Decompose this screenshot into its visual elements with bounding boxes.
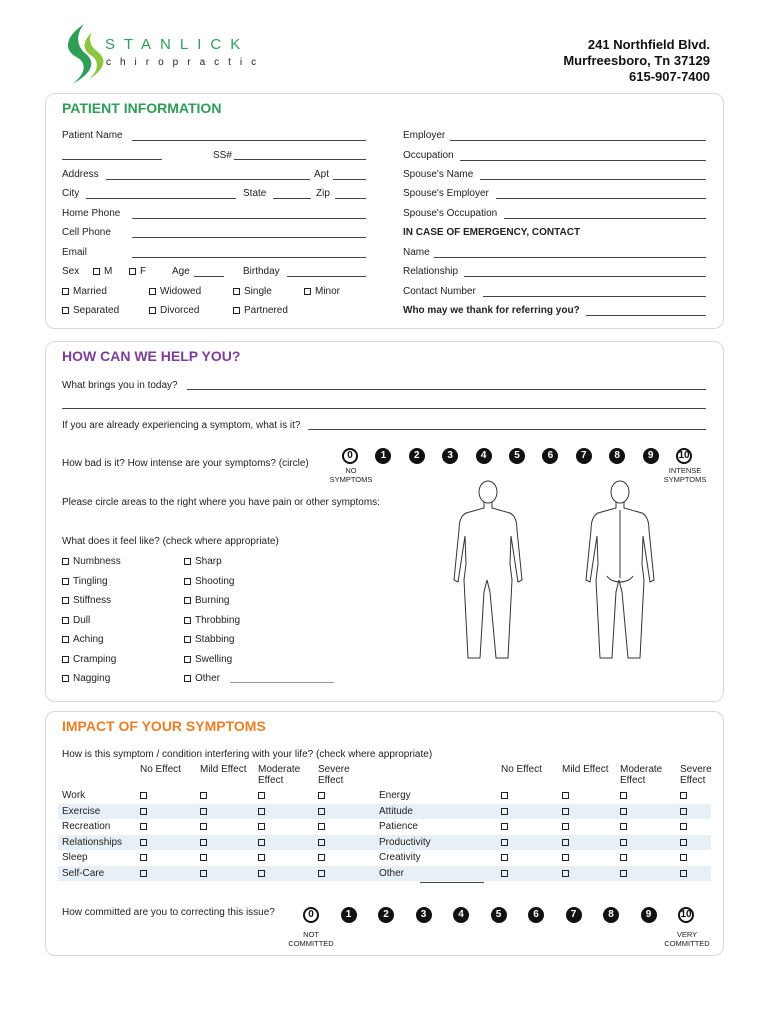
label-sex: Sex [62, 266, 80, 277]
apt-field[interactable] [333, 179, 366, 180]
label-symptom: If you are already experiencing a symptom, what is it? [62, 420, 301, 431]
impact-checkbox[interactable] [620, 870, 627, 877]
impact-row-label-self-care: Self-Care [62, 867, 105, 879]
impact-checkbox[interactable] [620, 808, 627, 815]
employer-field[interactable] [450, 140, 706, 141]
label-patient-name: Patient Name [62, 130, 123, 141]
referral-field[interactable] [586, 315, 706, 316]
impact-checkbox[interactable] [620, 839, 627, 846]
feel-option-label: Numbness [73, 556, 121, 567]
emergency-heading: IN CASE OF EMERGENCY, CONTACT [403, 227, 581, 238]
label-contact-number: Contact Number [403, 286, 476, 297]
address-line1: 241 Northfield Blvd. [587, 37, 710, 52]
checkbox-icon [149, 288, 156, 295]
label-impact-question: How is this symptom / condition interfering with your life? (check where appropriate) [62, 749, 433, 760]
pain-scale-6[interactable]: 6 [542, 448, 558, 464]
checkbox-icon [62, 578, 69, 585]
impact-checkbox[interactable] [140, 870, 147, 877]
checkbox-icon [62, 656, 69, 663]
married-label: Married [73, 286, 107, 297]
divorced-option[interactable] [149, 305, 199, 316]
impact-checkbox[interactable] [258, 808, 265, 815]
checkbox-icon [62, 636, 69, 643]
impact-checkbox[interactable] [258, 870, 265, 877]
feel-option-swelling[interactable] [184, 654, 232, 665]
impact-checkbox[interactable] [318, 854, 325, 861]
clinic-phone: 615-907-7400 [629, 69, 710, 84]
brand-name: STANLICK [105, 36, 250, 53]
label-address: Address [62, 169, 99, 180]
feel-option-shooting[interactable] [184, 576, 234, 587]
impact-checkbox[interactable] [562, 808, 569, 815]
impact-checkbox[interactable] [258, 839, 265, 846]
label-spouse-occupation: Spouse's Occupation [403, 208, 498, 219]
label-age: Age [172, 266, 190, 277]
feel-option-sharp[interactable] [184, 556, 222, 567]
ss-field[interactable] [234, 159, 366, 160]
checkbox-icon [62, 675, 69, 682]
feel-option-label: Burning [195, 595, 230, 606]
impact-other-field[interactable] [420, 882, 484, 883]
feel-option-label: Throbbing [195, 614, 241, 626]
address-line2: Murfreesboro, Tn 37129 [563, 53, 710, 68]
checkbox-icon [129, 268, 136, 275]
commitment-scale-9[interactable]: 9 [641, 907, 657, 923]
pain-scale-7[interactable]: 7 [576, 448, 592, 464]
checkbox-icon [62, 617, 69, 624]
feel-option-numbness[interactable] [62, 556, 121, 567]
pain-scale-2[interactable]: 2 [409, 448, 425, 464]
patient-name-field[interactable] [132, 140, 366, 141]
label-emergency-name: Name [403, 247, 430, 258]
impact-checkbox[interactable] [620, 823, 627, 830]
widowed-label: Widowed [160, 286, 202, 297]
impact-row-label-work: Work [62, 790, 86, 801]
impact-checkbox[interactable] [318, 792, 325, 799]
checkbox-icon [184, 578, 191, 585]
impact-checkbox[interactable] [680, 854, 687, 861]
impact-checkbox[interactable] [258, 792, 265, 799]
label-zip: Zip [316, 188, 330, 199]
impact-checkbox[interactable] [318, 839, 325, 846]
impact-checkbox[interactable] [680, 808, 687, 815]
label-cell-phone: Cell Phone [62, 227, 111, 238]
sex-f-label: F [140, 266, 147, 277]
feel-option-label: Other [195, 673, 221, 684]
feel-option-label: Sharp [195, 556, 222, 567]
feel-option-label: Aching [73, 634, 104, 645]
caption-very-committed: VERY COMMITTED [664, 930, 710, 948]
caption-no-symptoms: NO SYMPTOMS [329, 466, 373, 484]
feel-option-nagging[interactable] [62, 673, 110, 684]
checkbox-icon [304, 288, 311, 295]
birthday-field[interactable] [287, 276, 366, 277]
impact-checkbox[interactable] [501, 823, 508, 830]
symptom-field[interactable] [308, 429, 706, 430]
checkbox-icon [62, 288, 69, 295]
impact-checkbox[interactable] [562, 792, 569, 799]
pain-scale-4[interactable]: 4 [476, 448, 492, 464]
impact-row-label-sleep: Sleep [62, 852, 88, 863]
section-title-impact: IMPACT OF YOUR SYMPTOMS [62, 718, 266, 734]
zip-field[interactable] [335, 198, 366, 199]
feel-option-cramping[interactable] [62, 654, 116, 665]
impact-checkbox[interactable] [562, 870, 569, 877]
feel-option-label: Stiffness [73, 595, 112, 606]
impact-row-label-creativity: Creativity [379, 852, 421, 863]
label-ss: SS# [213, 150, 232, 161]
impact-checkbox[interactable] [562, 854, 569, 861]
impact-checkbox[interactable] [620, 792, 627, 799]
separated-option[interactable] [62, 305, 119, 316]
cell-phone-field[interactable] [132, 237, 366, 238]
brand-subtitle: chiropractic [106, 57, 266, 68]
feel-option-dull[interactable] [62, 615, 90, 626]
feel-option-throbbing[interactable] [184, 615, 240, 626]
label-spouse-employer: Spouse's Employer [403, 188, 489, 199]
body-front-outline [454, 481, 522, 658]
label-spouse-name: Spouse's Name [403, 169, 474, 180]
pain-scale-1[interactable]: 1 [375, 448, 391, 464]
feel-option-label: Cramping [73, 653, 117, 665]
impact-checkbox[interactable] [680, 870, 687, 877]
feel-option-burning[interactable] [184, 595, 229, 606]
feel-option-aching[interactable] [62, 634, 104, 645]
impact-col-header: Severe Effect [680, 764, 712, 786]
label-feel-like: What does it feel like? (check where appropriate) [62, 536, 279, 547]
impact-checkbox[interactable] [258, 854, 265, 861]
widowed-option[interactable] [149, 286, 201, 297]
checkbox-icon [149, 307, 156, 314]
label-relationship: Relationship [403, 266, 459, 277]
feel-option-label: Nagging [73, 673, 111, 684]
feel-option-stabbing[interactable] [184, 634, 234, 645]
pain-scale-10[interactable]: 10 [676, 448, 692, 464]
commitment-scale-4[interactable]: 4 [453, 907, 469, 923]
checkbox-icon [184, 675, 191, 682]
impact-row-label-patience: Patience [379, 821, 418, 832]
impact-checkbox[interactable] [318, 808, 325, 815]
impact-col-header: No Effect [501, 764, 542, 775]
married-option[interactable] [62, 286, 107, 297]
age-field[interactable] [194, 276, 224, 277]
checkbox-icon [233, 288, 240, 295]
impact-row-label-other: Other [379, 867, 405, 879]
impact-col-header: Severe Effect [318, 764, 350, 786]
other-symptom-field[interactable] [230, 682, 334, 683]
spouse-employer-field[interactable] [496, 198, 706, 199]
help-section [45, 341, 724, 702]
caption-intense-symptoms: INTENSE SYMPTOMS [663, 466, 707, 484]
impact-checkbox[interactable] [200, 870, 207, 877]
impact-checkbox[interactable] [140, 854, 147, 861]
impact-col-header: Mild Effect [562, 764, 609, 775]
checkbox-icon [62, 597, 69, 604]
body-back-outline [586, 481, 654, 658]
checkbox-icon [184, 558, 191, 565]
emergency-name-field[interactable] [434, 257, 706, 258]
feel-option-label: Swelling [195, 653, 233, 665]
impact-checkbox[interactable] [680, 792, 687, 799]
impact-row-label-energy: Energy [379, 790, 411, 801]
feel-option-label: Shooting [195, 575, 235, 587]
home-phone-field[interactable] [132, 218, 366, 219]
commitment-scale-10[interactable]: 10 [678, 907, 694, 923]
label-city: City [62, 188, 80, 199]
sex-m-label: M [104, 266, 113, 277]
impact-section [45, 711, 724, 956]
pain-scale-0[interactable]: 0 [342, 448, 358, 464]
city-field[interactable] [86, 198, 236, 199]
partnered-label: Partnered [244, 305, 288, 316]
impact-col-header: Mild Effect [200, 764, 247, 775]
feel-option-label: Stabbing [195, 634, 235, 645]
label-brings-you: What brings you in today? [62, 380, 178, 391]
separated-label: Separated [73, 305, 120, 316]
contact-number-field[interactable] [483, 296, 706, 297]
impact-checkbox[interactable] [318, 870, 325, 877]
impact-checkbox[interactable] [501, 792, 508, 799]
email-field[interactable] [132, 257, 366, 258]
partnered-option[interactable] [233, 305, 288, 316]
pain-scale-8[interactable]: 8 [609, 448, 625, 464]
impact-row-label-exercise: Exercise [62, 805, 101, 817]
label-employer: Employer [403, 130, 446, 141]
checkbox-icon [184, 636, 191, 643]
commitment-scale-2[interactable]: 2 [378, 907, 394, 923]
patient-extra-field[interactable] [62, 159, 162, 160]
single-label: Single [244, 286, 272, 297]
label-circle-areas: Please circle areas to the right where you have pain or other symptoms: [62, 497, 380, 508]
brings-you-field[interactable] [187, 389, 706, 390]
sex-m-option[interactable] [93, 266, 112, 277]
impact-row-label-recreation: Recreation [62, 821, 111, 832]
section-title-help: HOW CAN WE HELP YOU? [62, 348, 241, 364]
impact-checkbox[interactable] [140, 839, 147, 846]
impact-checkbox[interactable] [501, 870, 508, 877]
impact-checkbox[interactable] [200, 839, 207, 846]
impact-checkbox[interactable] [140, 823, 147, 830]
relationship-field[interactable] [464, 276, 706, 277]
caption-not-committed: NOT COMMITTED [288, 930, 334, 948]
stanlick-logo [58, 24, 278, 84]
feel-option-label: Dull [73, 614, 91, 626]
checkbox-icon [233, 307, 240, 314]
commitment-scale-0[interactable]: 0 [303, 907, 319, 923]
impact-checkbox[interactable] [680, 839, 687, 846]
impact-checkbox[interactable] [200, 808, 207, 815]
impact-checkbox[interactable] [258, 823, 265, 830]
impact-checkbox[interactable] [140, 792, 147, 799]
patient-information-section [45, 93, 724, 329]
impact-col-header: Moderate Effect [620, 764, 663, 786]
label-email: Email [62, 247, 88, 258]
impact-checkbox[interactable] [200, 823, 207, 830]
impact-checkbox[interactable] [200, 854, 207, 861]
label-commitment: How committed are you to correcting this issue? [62, 907, 275, 918]
single-option[interactable] [233, 286, 272, 297]
feel-option-label: Tingling [73, 575, 108, 587]
impact-row-label-attitude: Attitude [379, 805, 413, 817]
label-state: State [243, 188, 267, 199]
section-title-patient: PATIENT INFORMATION [62, 100, 222, 116]
pain-scale-9[interactable]: 9 [643, 448, 659, 464]
occupation-field[interactable] [460, 160, 706, 161]
feel-option-stiffness[interactable] [62, 595, 111, 606]
checkbox-icon [62, 558, 69, 565]
impact-checkbox[interactable] [501, 839, 508, 846]
sex-f-option[interactable] [129, 266, 146, 277]
label-occupation: Occupation [403, 150, 454, 161]
pain-scale-5[interactable]: 5 [509, 448, 525, 464]
impact-checkbox[interactable] [562, 823, 569, 830]
state-field[interactable] [273, 198, 311, 199]
body-diagram[interactable] [444, 480, 669, 665]
commitment-scale-5[interactable]: 5 [491, 907, 507, 923]
label-home-phone: Home Phone [62, 208, 121, 219]
brings-you-field-2[interactable] [62, 408, 706, 409]
commitment-scale-6[interactable]: 6 [528, 907, 544, 923]
label-how-bad: How bad is it? How intense are your symptoms? (circle) [62, 458, 309, 469]
impact-row-label-productivity: Productivity [379, 836, 431, 848]
checkbox-icon [184, 597, 191, 604]
clinic-address [563, 37, 710, 85]
label-apt: Apt [314, 169, 330, 180]
impact-checkbox[interactable] [501, 854, 508, 861]
impact-checkbox[interactable] [501, 808, 508, 815]
impact-checkbox[interactable] [200, 792, 207, 799]
impact-checkbox[interactable] [680, 823, 687, 830]
checkbox-icon [184, 656, 191, 663]
feel-option-tingling[interactable] [62, 576, 108, 587]
impact-checkbox[interactable] [620, 854, 627, 861]
commitment-scale-7[interactable]: 7 [566, 907, 582, 923]
impact-col-header: Moderate Effect [258, 764, 301, 786]
address-field[interactable] [106, 179, 310, 180]
impact-checkbox[interactable] [318, 823, 325, 830]
spouse-occupation-field[interactable] [504, 218, 706, 219]
impact-col-header: No Effect [140, 764, 181, 775]
divorced-label: Divorced [160, 305, 200, 316]
checkbox-icon [184, 617, 191, 624]
spouse-name-field[interactable] [480, 179, 706, 180]
impact-checkbox[interactable] [562, 839, 569, 846]
feel-option-other[interactable] [184, 673, 220, 684]
commitment-scale-1[interactable]: 1 [341, 907, 357, 923]
commitment-scale-8[interactable]: 8 [603, 907, 619, 923]
minor-label: Minor [315, 286, 341, 297]
checkbox-icon [62, 307, 69, 314]
label-birthday: Birthday [243, 266, 280, 277]
commitment-scale-3[interactable]: 3 [416, 907, 432, 923]
minor-option[interactable] [304, 286, 340, 297]
pain-scale-3[interactable]: 3 [442, 448, 458, 464]
impact-checkbox[interactable] [140, 808, 147, 815]
checkbox-icon [93, 268, 100, 275]
label-referral: Who may we thank for referring you? [403, 305, 580, 316]
impact-row-label-relationships: Relationships [62, 836, 123, 848]
